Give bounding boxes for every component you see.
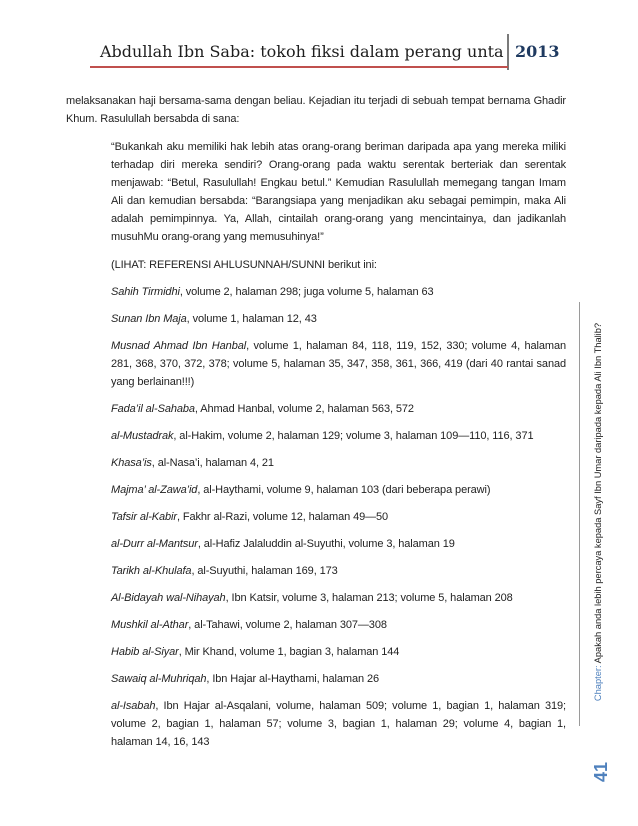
reference-detail: , al-Hafiz Jalaluddin al-Suyuthi, volume 3, halaman 19 (197, 538, 455, 550)
intro-paragraph: melaksanakan haji bersama-sama dengan beliau. Kejadian itu terjadi di sebuah tempat bernama Ghadir Khum. Rasulullah bersabda di sana: (66, 95, 566, 125)
chapter-sidebar-text (593, 323, 603, 701)
reference-detail: , al-Suyuthi, halaman 169, 173 (191, 565, 338, 577)
reference-item (111, 589, 566, 607)
reference-detail: , al-Haythami, volume 9, halaman 103 (dari beberapa perawi) (197, 484, 491, 496)
reference-item (111, 310, 566, 328)
reference-title: Majma’ al-Zawa’id (111, 484, 198, 496)
reference-title: Sunan Ibn Maja (111, 313, 187, 325)
reference-item (111, 454, 566, 472)
page-number: 41 (591, 761, 611, 783)
reference-title: al-Mustadrak (111, 430, 174, 442)
reference-item (111, 481, 566, 499)
reference-title: Sawaiq al-Muhriqah (111, 673, 207, 685)
reference-item (111, 643, 566, 661)
reference-title: Habib al-Siyar (111, 646, 179, 658)
reference-detail: , al-Tahawi, volume 2, halaman 307—308 (188, 619, 387, 631)
reference-list (66, 283, 566, 751)
reference-heading: (LIHAT: REFERENSI AHLUSUNNAH/SUNNI berikut ini: (111, 259, 377, 271)
reference-title: al-Isabah (111, 700, 156, 712)
header-rule (90, 66, 508, 68)
reference-title: Sahih Tirmidhi (111, 286, 180, 298)
reference-title: Musnad Ahmad Ibn Hanbal (111, 340, 247, 352)
reference-detail: , volume 1, halaman 84, 118, 119, 152, 330; volume 4, halaman 281, 368, 370, 372, 378; volume 5, halaman 35, 347, 358, 361, 366, 419 (dari 40 rantai sanad yang berlainan!!!) (111, 340, 566, 388)
reference-detail: , Fakhr al-Razi, volume 12, halaman 49—50 (176, 511, 389, 523)
chapter-label: Chapter: (593, 665, 603, 702)
reference-detail: , Ibn Hajar al-Haythami, halaman 26 (206, 673, 380, 685)
reference-item (111, 616, 566, 634)
reference-detail: , Ahmad Hanbal, volume 2, halaman 563, 572 (194, 403, 414, 415)
page-body (66, 92, 566, 751)
reference-title: al-Durr al-Mantsur (111, 538, 198, 550)
chapter-title: Apakah anda lebih percaya kepada Sayf Ibn Umar daripada kepada Ali Ibn Thalib? (593, 322, 603, 664)
reference-title: Tarikh al-Khulafa (111, 565, 192, 577)
reference-item (111, 535, 566, 553)
reference-detail: , Ibn Katsir, volume 3, halaman 213; volume 5, halaman 208 (225, 592, 513, 604)
reference-detail: , volume 1, halaman 12, 43 (186, 313, 317, 325)
reference-title: Fada’il al-Sahaba (111, 403, 195, 415)
reference-title: Mushkil al-Athar (111, 619, 189, 631)
reference-detail: , al-Hakim, volume 2, halaman 129; volume 3, halaman 109—110, 116, 371 (173, 430, 534, 442)
reference-detail: , Ibn Hajar al-Asqalani, volume, halaman 509; volume 1, bagian 1, halaman 319; volume 2, bagian 1, halaman 57; volume 3, bagian 1, halaman 29; volume 4, bagian 1, halaman 14, 16, 143 (111, 700, 566, 748)
header-title: Abdullah Ibn Saba: tokoh fiksi dalam perang unta (100, 42, 504, 61)
reference-item (111, 337, 566, 391)
reference-title: Al-Bidayah wal-Nihayah (111, 592, 226, 604)
header-divider (507, 34, 509, 70)
reference-detail: , volume 2, halaman 298; juga volume 5, halaman 63 (179, 286, 434, 298)
hadith-quote: “Bukankah aku memiliki hak lebih atas orang-orang beriman daripada apa yang mereka miliki terhadap diri mereka sendiri? Orang-orang pada waktu serentak berteriak dan serentak menjawab: “Betul, Rasulullah! Engkau betul.” Kemudian Rasulullah memegang tangan Imam Ali dan kemudian bersabda: “Barangsiapa yang menjadikan aku sebagai pemimpin, maka Ali adalah pemimpinnya. Ya, Allah, cintailah orang-orang yang mencintainya, dan jadikanlah musuhMu orang-orang yang memusuhinya!” (111, 141, 566, 243)
reference-item (111, 508, 566, 526)
reference-title: Tafsir al-Kabir (111, 511, 177, 523)
header-year: 2013 (515, 42, 560, 61)
chapter-sidebar (588, 302, 608, 722)
reference-item (111, 670, 566, 688)
reference-detail: , Mir Khand, volume 1, bagian 3, halaman 144 (178, 646, 400, 658)
reference-item (111, 400, 566, 418)
reference-item (111, 562, 566, 580)
sidebar-rule (579, 302, 580, 726)
reference-item (111, 697, 566, 751)
reference-item (111, 427, 566, 445)
reference-item (111, 283, 566, 301)
reference-title: Khasa’is (111, 457, 152, 469)
reference-detail: , al-Nasa’i, halaman 4, 21 (151, 457, 274, 469)
